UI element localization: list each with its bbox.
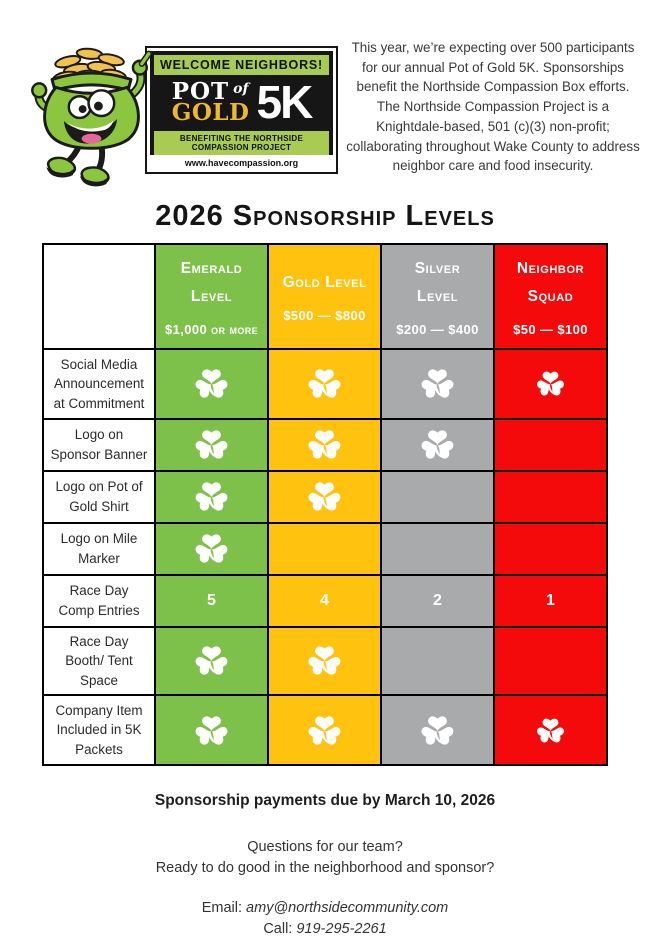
column-header-neighbor bbox=[494, 244, 607, 349]
column-name: Gold Level bbox=[282, 273, 367, 291]
benefit-cell-emerald bbox=[155, 627, 268, 695]
shamrock-icon bbox=[534, 714, 567, 747]
logo-website: www.havecompassion.org bbox=[150, 155, 333, 169]
benefit-cell-neighbor bbox=[494, 349, 607, 419]
shamrock-icon bbox=[192, 477, 231, 516]
shamrock-icon bbox=[305, 641, 344, 680]
intro-paragraph: This year, we’re expecting over 500 participants for our annual Pot of Gold 5K. Sponsorships benefit the Northside Compassion Box efforts. The Northside Compassion Project is a Knightdale-based, 501 (c)(3) non-profit; collaborating throughout Wake County to address neighbor care and food insecurity. bbox=[346, 40, 640, 174]
benefit-cell-emerald bbox=[155, 695, 268, 765]
email-address: amy@northsidecommunity.com bbox=[246, 900, 449, 917]
shamrock-icon bbox=[192, 425, 231, 464]
comp-entries-count: 4 bbox=[320, 591, 329, 609]
column-price: $50 — $100 bbox=[513, 321, 588, 337]
call-label: Call: bbox=[263, 921, 297, 938]
row-label: Logo on Pot of Gold Shirt bbox=[43, 471, 155, 523]
row-label: Company Item Included in 5K Packets bbox=[43, 695, 155, 765]
table-row bbox=[43, 419, 607, 471]
column-price: $500 — $800 bbox=[283, 307, 366, 323]
benefit-cell-neighbor bbox=[494, 695, 607, 765]
shamrock-icon bbox=[534, 367, 567, 400]
shamrock-icon bbox=[192, 529, 231, 568]
benefit-cell-neighbor bbox=[494, 575, 607, 627]
shamrock-icon bbox=[418, 364, 457, 403]
call-line bbox=[0, 919, 650, 940]
shamrock-icon bbox=[192, 711, 231, 750]
row-label: Race Day Comp Entries bbox=[43, 575, 155, 627]
benefit-cell-neighbor bbox=[494, 471, 607, 523]
benefit-cell-silver bbox=[381, 695, 494, 765]
table-row bbox=[43, 523, 607, 575]
shamrock-icon bbox=[305, 477, 344, 516]
shamrock-icon bbox=[418, 425, 457, 464]
email-label: Email: bbox=[201, 900, 247, 917]
pot-of-gold-wordmark bbox=[171, 78, 250, 127]
benefit-cell-neighbor bbox=[494, 523, 607, 575]
empty-header-cell bbox=[43, 244, 155, 349]
benefit-cell-neighbor bbox=[494, 419, 607, 471]
table-body bbox=[43, 349, 607, 765]
benefit-cell-silver bbox=[381, 419, 494, 471]
benefit-cell-silver bbox=[381, 627, 494, 695]
benefit-cell-emerald bbox=[155, 575, 268, 627]
comp-entries-count: 1 bbox=[546, 591, 555, 609]
shamrock-icon bbox=[305, 364, 344, 403]
benefit-cell-emerald bbox=[155, 349, 268, 419]
benefit-cell-emerald bbox=[155, 419, 268, 471]
benefit-cell-silver bbox=[381, 523, 494, 575]
table-row bbox=[43, 349, 607, 419]
row-label: Social Media Announcement at Commitment bbox=[43, 349, 155, 419]
welcome-banner: WELCOME NEIGHBORS! bbox=[154, 55, 329, 75]
table-row bbox=[43, 471, 607, 523]
column-name: Silver Level bbox=[414, 260, 461, 305]
benefit-cell-gold bbox=[268, 695, 381, 765]
table-row bbox=[43, 575, 607, 627]
payment-deadline: Sponsorship payments due by March 10, 2026 bbox=[154, 792, 496, 810]
benefit-cell-silver bbox=[381, 349, 494, 419]
row-label: Logo on Mile Marker bbox=[43, 523, 155, 575]
comp-entries-count: 5 bbox=[207, 591, 216, 609]
pot-of-gold-mascot-icon bbox=[28, 40, 156, 188]
benefit-cell-gold bbox=[268, 627, 381, 695]
table-header-row bbox=[43, 244, 607, 349]
phone-number: 919-295-2261 bbox=[296, 921, 387, 938]
benefit-cell-emerald bbox=[155, 471, 268, 523]
benefit-cell-gold bbox=[268, 419, 381, 471]
shamrock-icon bbox=[418, 711, 457, 750]
logo-of-text: of bbox=[233, 81, 249, 97]
column-name: Emerald Level bbox=[180, 260, 243, 305]
logo-pot-text: POT bbox=[171, 78, 230, 105]
logo-sign-inner bbox=[150, 51, 333, 155]
table-row bbox=[43, 627, 607, 695]
shamrock-icon bbox=[192, 364, 231, 403]
page-title: 2026 Sponsorship Levels bbox=[155, 200, 495, 232]
logo-5k-text: 5K bbox=[256, 75, 312, 128]
column-name: Neighbor Squad bbox=[516, 260, 585, 305]
table-row bbox=[43, 695, 607, 765]
comp-entries-count: 2 bbox=[433, 591, 442, 609]
benefit-cell-gold bbox=[268, 471, 381, 523]
column-header-silver bbox=[381, 244, 494, 349]
logo-sign bbox=[145, 46, 338, 174]
benefit-cell-neighbor bbox=[494, 627, 607, 695]
benefit-cell-gold bbox=[268, 523, 381, 575]
contact-block bbox=[0, 898, 650, 940]
logo-title bbox=[154, 75, 329, 131]
shamrock-icon bbox=[305, 711, 344, 750]
question-line-1: Questions for our team? bbox=[247, 839, 403, 856]
shamrock-icon bbox=[192, 641, 231, 680]
question-line-2: Ready to do good in the neighborhood and sponsor? bbox=[155, 860, 495, 877]
row-label: Logo on Sponsor Banner bbox=[43, 419, 155, 471]
sponsorship-table bbox=[42, 243, 608, 766]
benefit-cell-gold bbox=[268, 349, 381, 419]
benefit-cell-silver bbox=[381, 575, 494, 627]
column-price: $200 — $400 bbox=[396, 321, 479, 337]
column-price: $1,000 or more bbox=[164, 321, 259, 337]
benefit-cell-emerald bbox=[155, 523, 268, 575]
row-label: Race Day Booth/ Tent Space bbox=[43, 627, 155, 695]
footer bbox=[0, 792, 650, 940]
benefit-cell-silver bbox=[381, 471, 494, 523]
header bbox=[0, 0, 650, 196]
column-header-emerald bbox=[155, 244, 268, 349]
logo-gold-text: GOLD bbox=[171, 99, 250, 127]
benefit-cell-gold bbox=[268, 575, 381, 627]
benefiting-banner: BENEFITING THE NORTHSIDE COMPASSION PROJECT bbox=[154, 131, 329, 155]
column-header-gold bbox=[268, 244, 381, 349]
email-line bbox=[0, 898, 650, 919]
shamrock-icon bbox=[305, 425, 344, 464]
